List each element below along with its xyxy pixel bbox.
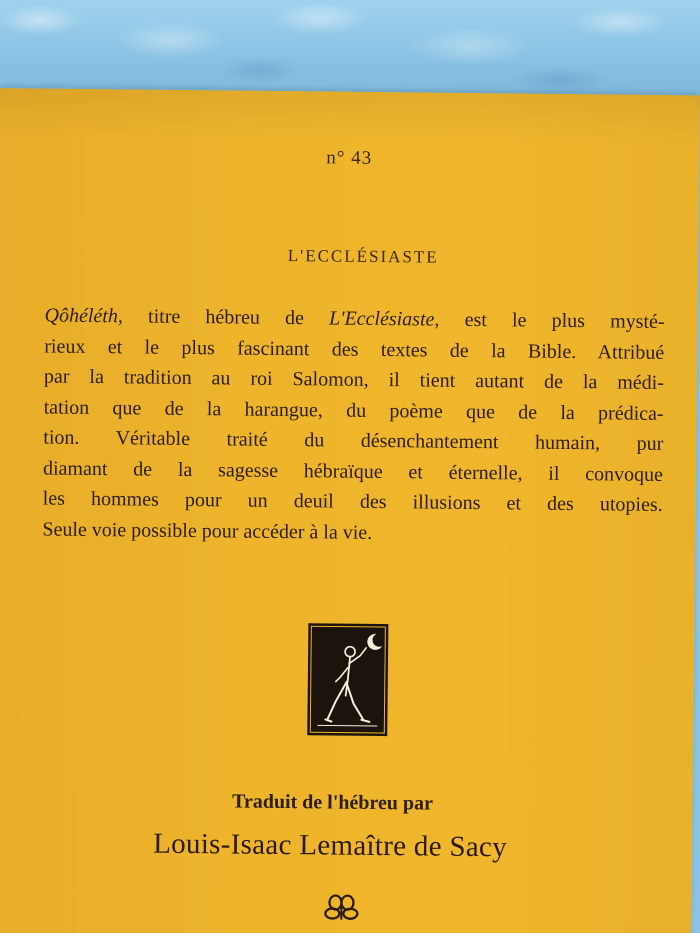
blurb-line-4: tation que de la harangue, du poème que de la prédica- [43, 395, 664, 425]
blurb-line-3: par la tradition au roi Salomon, il tient autant de la médi- [43, 365, 665, 394]
blurb-line-2: rieux et le plus fascinant des textes de la Bible. Attribué [44, 334, 665, 364]
blurb-line-1: Qôhéléth, titre hébreu de L'Ecclésiaste, est le plus mysté- [44, 304, 665, 333]
walking-man-moon-icon [305, 621, 390, 738]
publisher-logo-icon [323, 891, 359, 923]
blurb-line-7: les hommes pour un deuil des illusions et des utopies. [42, 487, 663, 516]
series-number: n° 43 [326, 147, 373, 169]
blurb-line-8: Seule voie possible pour accéder à la vie. [42, 517, 373, 544]
blurb-book-title: L'Ecclésiaste [328, 307, 435, 331]
blurb-line-5: tion. Véritable traité du désenchantement humain, pur [43, 426, 664, 455]
blurb-text [42, 300, 665, 550]
blurb-hebrew-title: Qôhéléth, [44, 304, 124, 328]
book-title: L'ECCLÉSIASTE [287, 246, 439, 267]
translator-name: Louis-Isaac Lemaître de Sacy [153, 827, 508, 864]
translator-label: Traduit de l'hébreu par [231, 790, 434, 815]
book-back-cover [0, 88, 700, 933]
blurb-line-6: diamant de la sagesse hébraïque et éternelle, il convoque [42, 456, 664, 486]
